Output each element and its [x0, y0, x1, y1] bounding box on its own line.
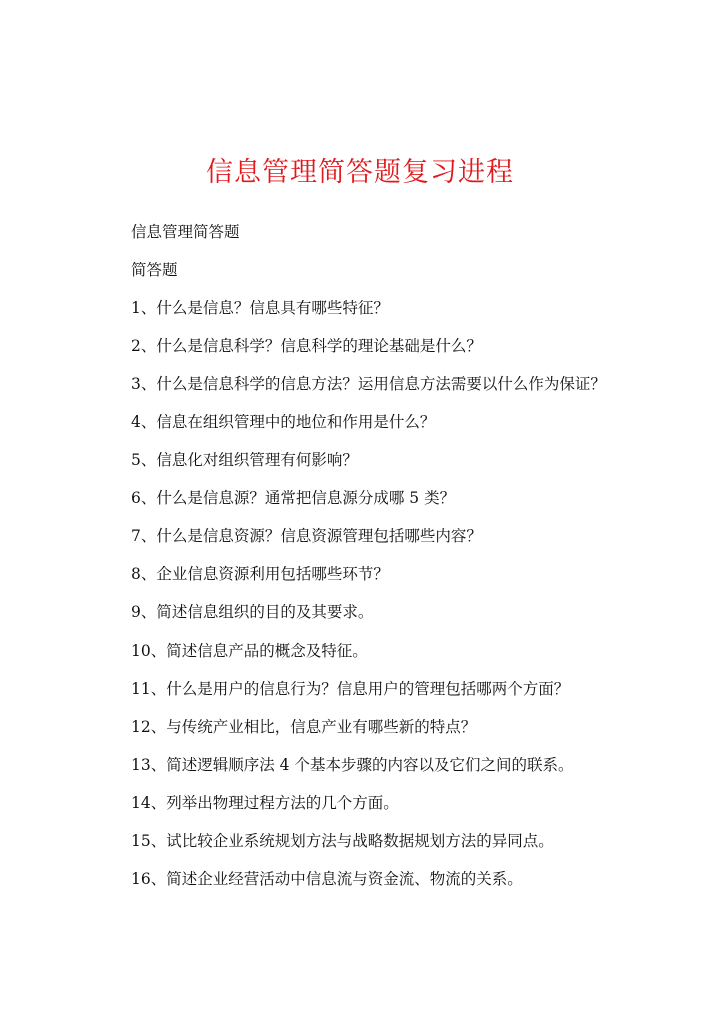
question-7: 7、什么是信息资源？信息资源管理包括哪些内容？	[131, 527, 482, 546]
section-heading: 简答题	[131, 261, 178, 280]
subtitle: 信息管理简答题	[131, 223, 240, 241]
question-8: 8、企业信息资源利用包括哪些环节？	[131, 565, 389, 584]
question-6: 6、什么是信息源？通常把信息源分成哪 5 类？	[131, 489, 456, 508]
question-15: 15、试比较企业系统规划方法与战略数据规划方法的异同点。	[131, 831, 554, 850]
question-2: 2、什么是信息科学？信息科学的理论基础是什么？	[131, 337, 482, 356]
question-13: 13、简述逻辑顺序法 4 个基本步骤的内容以及它们之间的联系。	[131, 755, 574, 774]
question-3: 3、什么是信息科学的信息方法？运用信息方法需要以什么作为保证？	[131, 375, 606, 394]
question-12: 12、与传统产业相比，信息产业有哪些新的特点？	[131, 717, 477, 736]
document-title: 信息管理简答题复习进程	[206, 157, 514, 188]
document-body	[131, 219, 691, 904]
question-9: 9、简述信息组织的目的及其要求。	[131, 603, 374, 622]
question-16: 16、简述企业经营活动中信息流与资金流、物流的关系。	[131, 869, 523, 888]
question-1: 1、什么是信息？信息具有哪些特征？	[131, 299, 389, 318]
question-14: 14、列举出物理过程方法的几个方面。	[131, 793, 399, 812]
question-11: 11、什么是用户的信息行为？信息用户的管理包括哪两个方面？	[131, 679, 570, 698]
question-5: 5、信息化对组织管理有何影响？	[131, 451, 358, 470]
question-4: 4、信息在组织管理中的地位和作用是什么？	[131, 413, 436, 432]
question-10: 10、简述信息产品的概念及特征。	[131, 641, 368, 660]
